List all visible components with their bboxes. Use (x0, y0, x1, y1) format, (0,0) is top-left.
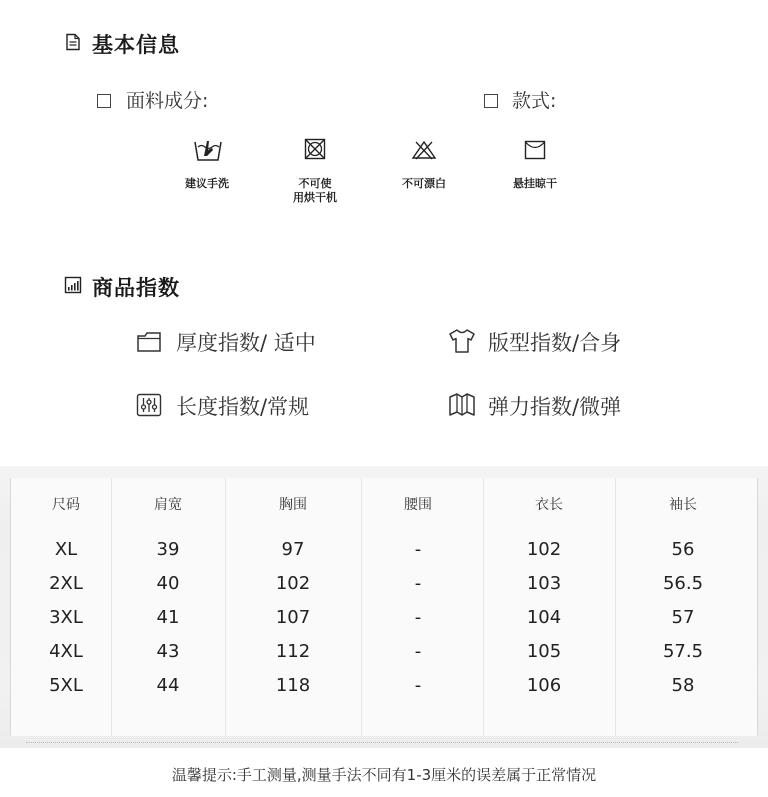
cell-waist: - (414, 607, 422, 628)
stretch-icon (448, 392, 476, 418)
cell-waist: - (414, 573, 422, 594)
no-tumble-dry-label (275, 177, 355, 205)
cell-shoulder: 44 (156, 675, 180, 696)
cell-sleeve: 56.5 (662, 573, 704, 594)
cell-size: 3XL (49, 607, 83, 628)
thickness-index-label: 厚度指数/ 适中 (176, 331, 316, 355)
cell-waist: - (414, 539, 422, 560)
cell-size: 5XL (49, 675, 83, 696)
cell-waist: - (414, 641, 422, 662)
hand-wash-icon (193, 136, 223, 164)
cell-sleeve: 57.5 (662, 641, 704, 662)
column-divider (225, 478, 226, 736)
cell-sleeve: 57 (671, 607, 695, 628)
cell-chest: 97 (281, 539, 305, 560)
fit-index-label: 版型指数/合身 (488, 331, 622, 355)
cell-shoulder: 43 (156, 641, 180, 662)
cell-shoulder: 40 (156, 573, 180, 594)
elasticity-index-label: 弹力指数/微弹 (488, 395, 622, 419)
cell-size: 2XL (49, 573, 83, 594)
bar-chart-icon (64, 276, 82, 294)
cell-chest: 118 (275, 675, 311, 696)
style-checkbox-icon (484, 94, 498, 108)
length-sliders-icon (136, 393, 162, 417)
cell-size: 4XL (49, 641, 83, 662)
cell-length: 103 (526, 573, 562, 594)
header-size: 尺码 (52, 497, 80, 513)
header-waist: 腰围 (404, 497, 432, 513)
cell-length: 105 (526, 641, 562, 662)
tshirt-icon (448, 328, 476, 354)
dotted-divider (26, 742, 738, 743)
thickness-icon (136, 330, 162, 354)
measurement-note: 温馨提示:手工测量,测量手法不同有1-3厘米的误差属于正常情况 (171, 766, 597, 784)
no-tumble-dry-icon (304, 138, 326, 160)
basic-info-title: 基本信息 (92, 33, 180, 57)
cell-waist: - (414, 675, 422, 696)
fabric-composition-label: 面料成分: (126, 90, 209, 112)
column-divider (615, 478, 616, 736)
header-chest: 胸围 (279, 497, 307, 513)
column-divider (483, 478, 484, 736)
size-table-background (0, 466, 768, 748)
product-index-title: 商品指数 (92, 276, 180, 300)
length-index-label: 长度指数/常规 (176, 395, 310, 419)
hang-dry-icon (524, 140, 546, 160)
size-table (10, 478, 758, 736)
cell-chest: 112 (275, 641, 311, 662)
header-sleeve: 袖长 (669, 497, 697, 513)
no-tumble-dry-label-line1: 不可使 (298, 177, 332, 190)
cell-length: 102 (526, 539, 562, 560)
cell-sleeve: 58 (671, 675, 695, 696)
header-length: 衣长 (535, 497, 563, 513)
hang-dry-label: 悬挂晾干 (513, 177, 557, 190)
cell-shoulder: 39 (156, 539, 180, 560)
header-shoulder: 肩宽 (154, 497, 182, 513)
column-divider (111, 478, 112, 736)
document-icon (64, 33, 82, 51)
cell-shoulder: 41 (156, 607, 180, 628)
hand-wash-label: 建议手洗 (185, 177, 229, 190)
cell-length: 104 (526, 607, 562, 628)
style-label: 款式: (512, 90, 557, 112)
column-divider (361, 478, 362, 736)
cell-chest: 102 (275, 573, 311, 594)
cell-sleeve: 56 (671, 539, 695, 560)
cell-size: XL (54, 539, 78, 560)
fabric-checkbox-icon (97, 94, 111, 108)
no-bleach-label: 不可漂白 (402, 177, 446, 190)
cell-length: 106 (526, 675, 562, 696)
no-bleach-icon (411, 140, 437, 160)
no-tumble-dry-label-line2: 用烘干机 (293, 191, 337, 204)
cell-chest: 107 (275, 607, 311, 628)
